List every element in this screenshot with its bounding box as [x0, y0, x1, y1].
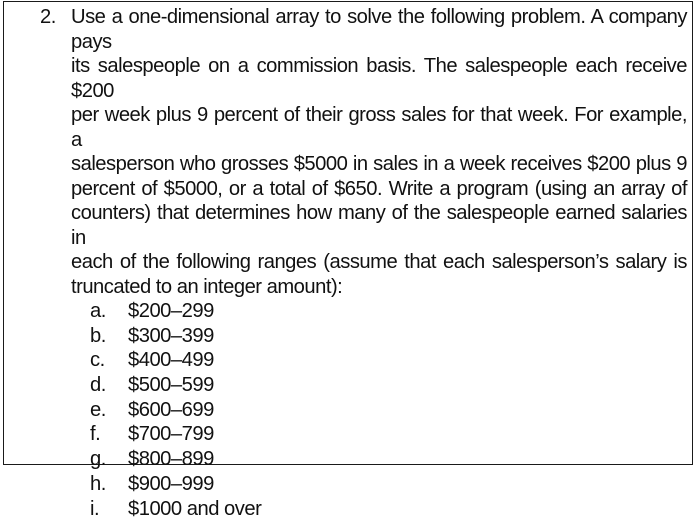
problem-block	[40, 5, 690, 521]
problem-number: 2.	[40, 5, 56, 30]
list-item-label: h.	[90, 472, 128, 497]
list-item-label: d.	[90, 373, 128, 398]
statement-line: Use a one-dimensional array to solve the following problem. A company pays	[71, 5, 687, 54]
list-item-label: b.	[90, 324, 128, 349]
list-item-label: a.	[90, 299, 128, 324]
list-item-text: $200–299	[128, 299, 214, 324]
list-item-text: $600–699	[128, 398, 214, 423]
list-item	[90, 348, 690, 373]
list-item	[90, 472, 690, 497]
list-item-label: g.	[90, 447, 128, 472]
problem-statement	[71, 5, 687, 299]
list-item-text: $700–799	[128, 422, 214, 447]
statement-line: percent of $5000, or a total of $650. Write a program (using an array of	[71, 177, 687, 202]
list-item	[90, 398, 690, 423]
list-item	[90, 422, 690, 447]
list-item-text: $900–999	[128, 472, 214, 497]
list-item-label: e.	[90, 398, 128, 423]
statement-line: its salespeople on a commission basis. The salespeople each receive $200	[71, 54, 687, 103]
list-item-text: $300–399	[128, 324, 214, 349]
list-item	[90, 299, 690, 324]
list-item-text: $400–499	[128, 348, 214, 373]
list-item	[90, 324, 690, 349]
statement-line: per week plus 9 percent of their gross sales for that week. For example, a	[71, 103, 687, 152]
list-item	[90, 373, 690, 398]
statement-line: counters) that determines how many of the salespeople earned salaries in	[71, 201, 687, 250]
list-item-label: f.	[90, 422, 128, 447]
statement-line: salesperson who grosses $5000 in sales in a week receives $200 plus 9	[71, 152, 687, 177]
list-item-label: c.	[90, 348, 128, 373]
list-item-text: $800–899	[128, 447, 214, 472]
list-item	[90, 497, 690, 521]
list-item-text: $500–599	[128, 373, 214, 398]
statement-line: each of the following ranges (assume that each salesperson’s salary is	[71, 250, 687, 275]
list-item	[90, 447, 690, 472]
salary-range-list	[90, 299, 690, 521]
list-item-label: i.	[90, 497, 128, 521]
statement-line: truncated to an integer amount):	[71, 275, 687, 300]
list-item-text: $1000 and over	[128, 497, 261, 521]
